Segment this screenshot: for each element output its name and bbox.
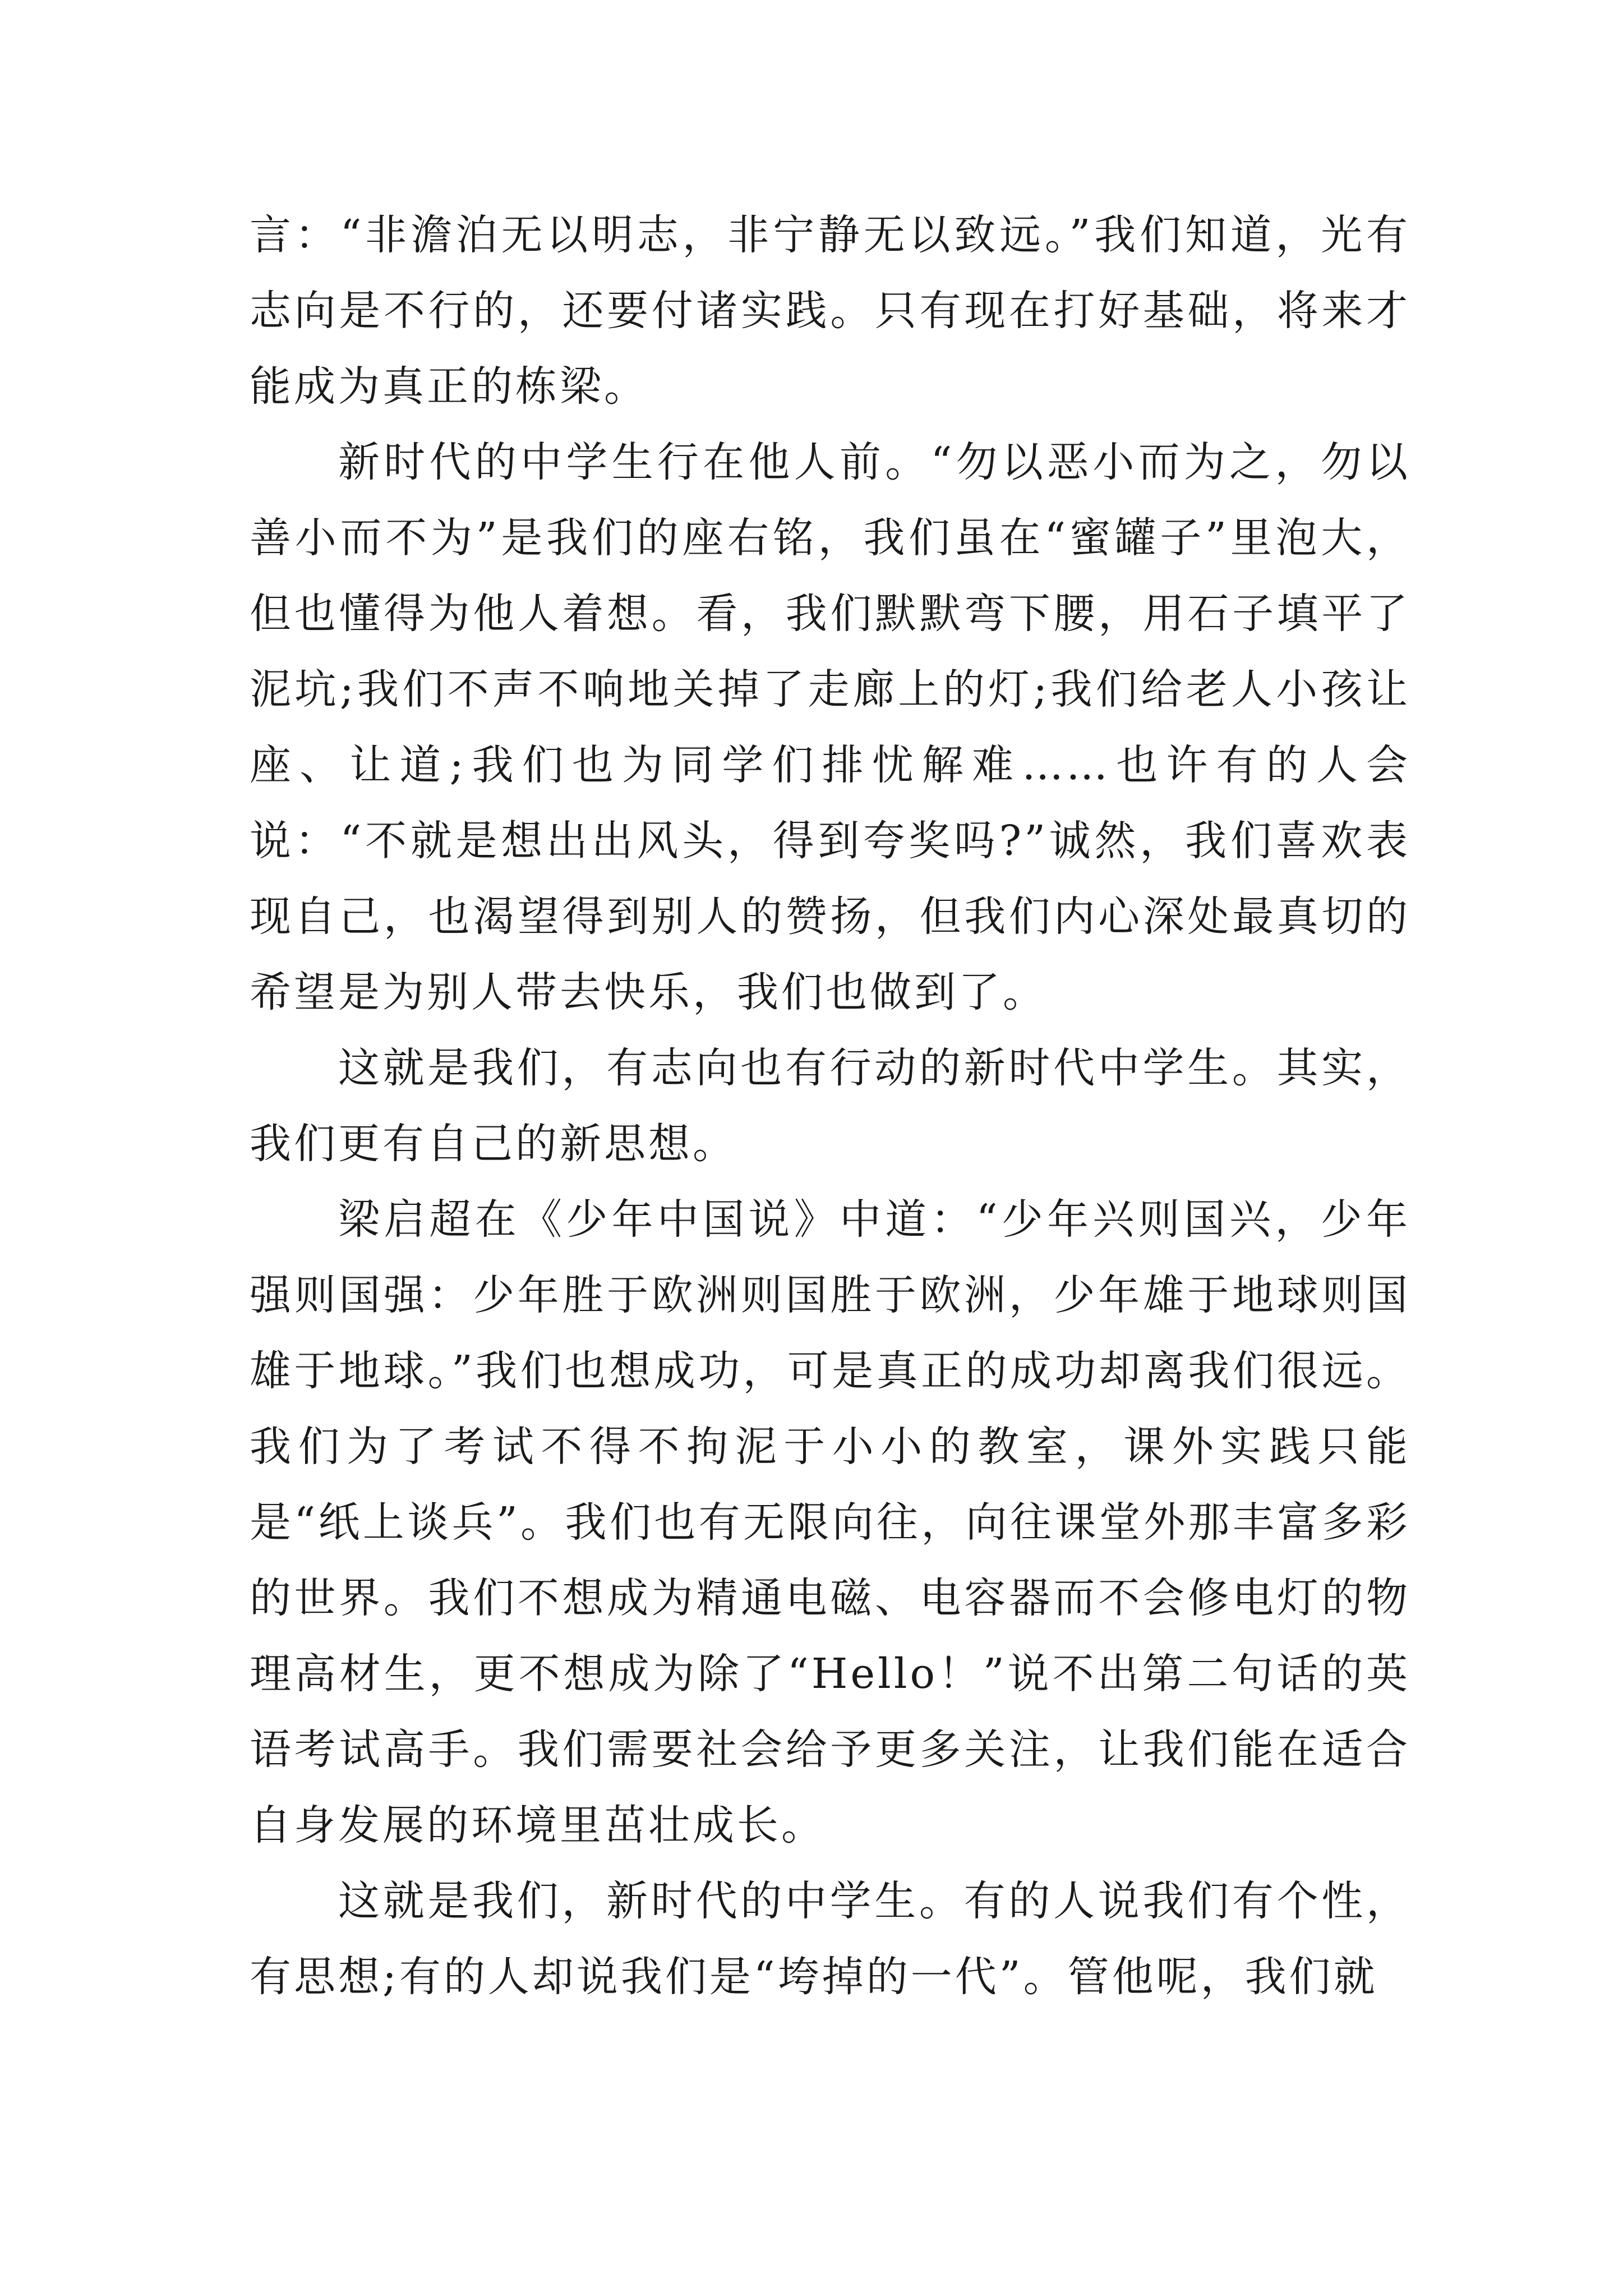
paragraph-3: 这就是我们，有志向也有行动的新时代中学生。其实，我们更有自己的新思想。 xyxy=(250,1044,1410,1168)
document-body xyxy=(250,197,1410,2015)
paragraph-5: 这就是我们，新时代的中学生。有的人说我们有个性，有思想;有的人却说我们是“垮掉的一代”。管他呢，我们就 xyxy=(250,1877,1410,2001)
paragraph-2: 新时代的中学生行在他人前。“勿以恶小而为之，勿以善小而不为”是我们的座右铭，我们虽在“蜜罐子”里泡大，但也懂得为他人着想。看，我们默默弯下腰，用石子填平了泥坑;我们不声不响地关掉了走廊上的灯;我们给老人小孩让座、让道;我们也为同学们排忧解难……也许有的人会说：“不就是想出出风头，得到夸奖吗?”诚然，我们喜欢表现自己，也渴望得到别人的赞扬，但我们内心深处最真切的希望是为别人带去快乐，我们也做到了。 xyxy=(250,438,1410,1016)
paragraph-4: 梁启超在《少年中国说》中道：“少年兴则国兴，少年强则国强：少年胜于欧洲则国胜于欧洲，少年雄于地球则国雄于地球。”我们也想成功，可是真正的成功却离我们很远。我们为了考试不得不拘泥于小小的教室，课外实践只能是“纸上谈兵”。我们也有无限向往，向往课堂外那丰富多彩的世界。我们不想成为精通电磁、电容器而不会修电灯的物理高材生，更不想成为除了“Hello！”说不出第二句话的英语考试高手。我们需要社会给予更多关注，让我们能在适合自身发展的环境里茁壮成长。 xyxy=(250,1195,1410,1849)
paragraph-1: 言：“非澹泊无以明志，非宁静无以致远。”我们知道，光有志向是不行的，还要付诸实践。只有现在打好基础，将来才能成为真正的栋梁。 xyxy=(250,211,1410,411)
